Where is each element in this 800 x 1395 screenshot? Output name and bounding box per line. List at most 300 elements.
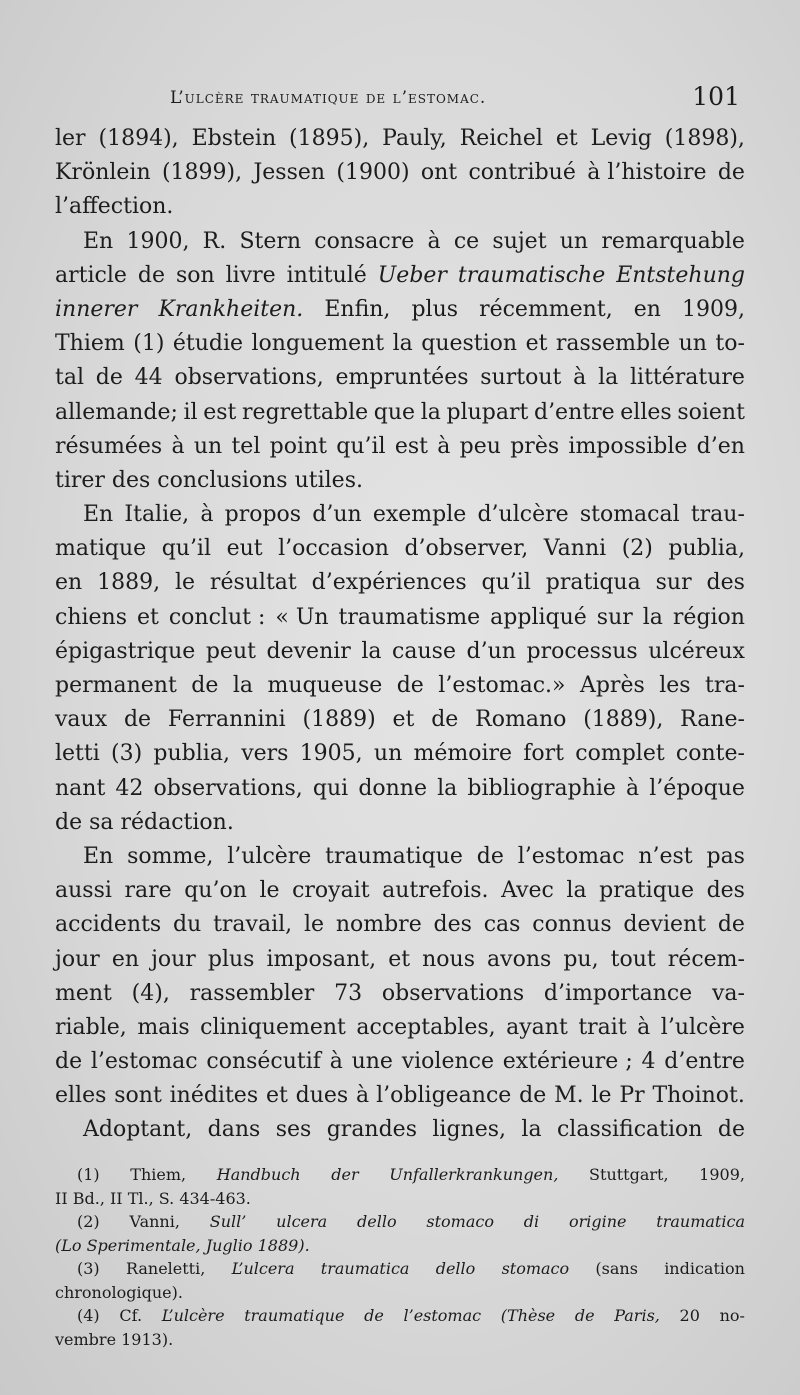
word: elles [620,399,672,425]
text-line [55,943,745,977]
word: consacre [314,228,415,254]
word: à [171,433,185,459]
text-line [55,259,745,293]
word: (3) [77,1259,100,1278]
word: nant [55,775,106,801]
word: l’estomac [90,1049,198,1075]
word: l’ulcère [227,843,312,869]
word: ment [55,980,112,1006]
word: 1909, [699,1165,745,1184]
word: est [394,433,429,459]
word: le [259,878,280,904]
word: (1889), [583,707,664,733]
text-line [55,156,745,190]
word: traumatisme [338,604,481,630]
word: devient [623,912,707,938]
word: récemment, [479,296,613,322]
text-line [55,635,745,669]
word: de [364,1306,384,1325]
word: dello [357,1212,397,1231]
word: contribué [468,160,576,186]
word: à l’obligeance [356,1083,512,1109]
word: chiens [55,604,128,630]
word: letti [55,741,100,767]
word: région [672,604,745,630]
word: no- [719,1306,745,1325]
word: tal [55,365,84,391]
word: Jessen [253,160,326,186]
text-line [55,396,745,430]
word: 44 [134,365,163,391]
word: traumatica [320,1259,410,1278]
word: la [392,331,413,357]
word: eut [226,536,263,562]
word: vaux [55,707,108,733]
word: mais [137,1014,190,1040]
word: « Un [275,604,329,630]
word: question [421,331,518,357]
word: ses [275,1117,312,1143]
word: qu’il [481,570,531,596]
word: 1889, [97,570,161,596]
word: une [351,1049,393,1075]
word: permanent [55,673,177,698]
word: à l’histoire [587,160,707,186]
word: la [642,604,663,630]
word: Cf. [119,1306,143,1325]
word: Ebstein [191,126,277,151]
word: trau- [690,502,745,528]
word: et [525,331,548,357]
word: (1899), [161,160,243,186]
word: En [83,843,114,869]
word: traumatica [656,1212,745,1231]
word: observations, [153,775,303,801]
word: Thiem, [130,1165,187,1184]
word: résultat [209,570,297,596]
word: de [717,912,745,938]
word: R. [202,228,227,254]
word: tout [610,946,656,972]
word: d’entre [533,399,615,425]
word: Adoptant, [83,1117,193,1143]
text-line [55,361,745,395]
word: (1895), [289,126,370,151]
word: l’ulcère [660,1014,745,1040]
word: grandes [326,1117,417,1143]
word: Vanni, [129,1212,180,1231]
word: un [678,331,707,357]
word: de [55,1049,83,1075]
word: longuement [251,331,385,357]
word: regrettable [242,399,369,425]
footnote-line [55,1187,745,1211]
word: les [659,673,691,698]
word: un [559,228,589,254]
word: (1894), [98,126,179,151]
word: l’époque [649,775,745,801]
footnote-line [55,1304,745,1328]
word: pu, [563,946,599,972]
word: complet [575,741,665,767]
word: dues [295,1083,349,1109]
word: autrefois. [382,878,489,904]
word: peu [459,433,501,459]
word: nous [422,946,475,972]
word: de [123,707,152,733]
word: la [598,365,619,391]
word: et [265,1083,288,1109]
word: conte- [675,741,745,767]
word: la [521,1117,542,1143]
text-line [55,532,745,566]
text-line [55,464,745,498]
word: à [573,365,587,391]
word: traumatische [457,262,606,288]
word: avons [487,946,552,972]
word: violence [401,1049,494,1075]
word: allemande; [55,399,178,425]
word: des [433,912,472,938]
word: de sa rédaction. [55,809,234,835]
text-line [55,1079,745,1113]
word: tra- [705,673,745,698]
page-header [170,82,740,122]
word: classification [556,1117,703,1143]
word: Stern [239,228,302,254]
word: Après [579,673,645,698]
word: rassemble [555,331,671,357]
word: acceptables, [356,1014,496,1040]
word: des [706,570,745,596]
word: d’en [696,433,745,459]
word: le [303,912,325,938]
word: d’un [466,638,516,664]
word: l’occasion [278,536,389,562]
word: nombre [335,912,422,938]
word: (1889) [302,707,376,733]
word: Handbuch [216,1165,301,1184]
word: Reichel [459,126,543,151]
word: la [420,399,441,425]
footnote-line [55,1210,745,1234]
word: (4), [131,980,170,1006]
word: observations, [174,365,324,391]
word: l’estomac [517,843,625,869]
text-line [55,566,745,600]
word: empruntées [335,365,469,391]
word: ulcéreux [648,638,745,664]
word: observations [381,980,525,1006]
word: conclut : [168,604,266,630]
word: (2) [77,1212,100,1231]
word: indication [664,1259,745,1278]
word: origine [568,1212,627,1231]
word: de [431,707,459,733]
word: que [373,399,416,425]
word: qu’il [336,433,386,459]
word: plupart [446,399,529,425]
word: ulcera [276,1212,328,1231]
word: (2) [621,536,653,562]
word: En [83,228,114,254]
text-line [55,703,745,737]
word: (1) [77,1165,100,1184]
text-line [55,498,745,532]
text-line [55,874,745,908]
word: vers [241,741,289,767]
word: l’affection. [55,194,174,220]
word: à [200,502,214,528]
word: est [203,399,237,425]
word: devenir [266,638,351,664]
text-line [55,601,745,635]
text-line [55,122,745,156]
word: innerer [55,296,138,322]
word: pratique [599,878,694,904]
word: extérieure ; [502,1049,633,1075]
word: exemple [372,502,467,528]
word: l’estomac [403,1306,482,1325]
word: En [83,502,114,528]
word: à [427,228,441,254]
word: vembre 1913). [55,1329,174,1349]
word: inédites [169,1083,259,1109]
word: Raneletti, [125,1259,206,1278]
word: appliqué [490,604,587,630]
word: des [706,878,745,904]
word: 42 [115,775,144,801]
word: à [329,1049,343,1075]
word: cause [392,638,456,664]
footnote-line [55,1281,745,1305]
word: rassembler [189,980,315,1006]
word: 4 [641,1049,656,1075]
word: intitulé [286,262,367,288]
word: processus [526,638,638,664]
word: travail, [213,912,293,938]
word: stomaco [501,1259,570,1278]
word: di [523,1212,540,1231]
footnote-line [55,1328,745,1352]
footnotes [55,1163,745,1351]
word: ayant [506,1014,568,1040]
page-number: 101 [692,82,740,111]
word: Thiem [55,331,125,357]
word: rare [124,878,172,904]
footnote-line [55,1257,745,1281]
word: de [137,262,165,288]
word: de [519,1083,547,1109]
word: près [510,433,560,459]
text-line [55,737,745,771]
word: croyait [292,878,370,904]
word: de [717,160,745,186]
word: sujet [492,228,547,254]
word: jour [55,946,100,972]
word: (Thèse [500,1306,556,1325]
word: impossible [568,433,688,459]
word: la [361,638,382,664]
word: (1) [133,331,165,357]
word: sur [596,604,633,630]
word: chronologique). [55,1282,183,1302]
word: Thoinot. [652,1083,745,1109]
word: Krönlein [55,160,151,186]
word: 20 [679,1306,700,1325]
word: stomacal [579,502,680,528]
word: Italie, [124,502,190,528]
word: épigastrique [55,638,196,664]
word: qu’on [184,878,247,904]
text-line [55,908,745,942]
word: connus [532,912,612,938]
word: bibliographie [467,775,616,801]
word: trait [578,1014,627,1040]
word: n’est [638,843,693,869]
text-line [55,669,745,703]
word: publia, [668,536,745,562]
text-line [55,840,745,874]
word: un [373,741,403,767]
word: en [633,296,661,322]
word: Unfallerkrankungen, [389,1165,559,1184]
word: (1900) [336,160,410,186]
word: d’expériences [311,570,467,596]
word: Vanni [543,536,607,562]
word: d’ulcère [477,502,569,528]
word: to- [715,331,745,357]
word: Rane- [680,707,745,733]
word: (Lo Sperimentale, Juglio 1889). [55,1235,310,1255]
word: consécutif [206,1049,321,1075]
word: de [191,673,219,698]
word: 1905, [299,741,363,767]
word: dello [435,1259,476,1278]
word: pratiqua [545,570,641,596]
word: il [183,399,198,425]
word: sont [114,1083,162,1109]
footnote-line [55,1163,745,1187]
word: ce [453,228,480,254]
word: qui [312,775,349,801]
word: propos [224,502,302,528]
word: cliniquement [200,1014,346,1040]
word: Entstehung [616,262,745,288]
word: Krankheiten. [158,296,304,322]
text-line [55,327,745,361]
text-line [55,1011,745,1045]
word: (3) [111,741,143,767]
word: L’ulcère [161,1306,225,1325]
word: et [137,604,159,630]
word: Romano [475,707,567,733]
word: peut [205,638,256,664]
word: de [396,673,424,698]
word: Ueber [377,262,447,288]
word: Levig [590,126,652,151]
word: et [392,707,415,733]
text-line [55,1045,745,1079]
word: va- [711,980,745,1006]
word: l’estomac.» [438,673,566,698]
word: la [232,673,253,698]
word: 73 [334,980,363,1006]
word: de [574,1306,595,1325]
word: traumatique [325,843,463,869]
word: ler [55,126,86,151]
word: le [591,1083,612,1109]
word: L’ulcera [231,1259,295,1278]
word: d’importance [543,980,693,1006]
text-line [55,190,745,224]
word: la [566,878,587,904]
text-line [55,977,745,1011]
word: imposant, [266,946,377,972]
word: M. [554,1083,584,1109]
word: donne [358,775,427,801]
text-line [55,225,745,259]
word: soient [677,399,745,425]
word: point [269,433,327,459]
text-line [55,430,745,464]
word: de [95,365,123,391]
word: lignes, [432,1117,507,1143]
word: à [637,1014,651,1040]
word: 1909, [681,296,745,322]
word: sur [655,570,692,596]
word: tel [231,433,261,459]
word: stomaco [426,1212,494,1231]
word: riable, [55,1014,127,1040]
word: article [55,262,127,288]
word: fort [523,741,565,767]
word: aussi [55,878,112,904]
word: cas [483,912,521,938]
word: (4) [77,1306,100,1325]
word: un [193,433,223,459]
word: matique [55,536,147,562]
word: d’un [312,502,362,528]
word: Stuttgart, [589,1165,669,1184]
text-line [55,1113,745,1147]
running-head: L’ulcère traumatique de l’estomac. [170,88,487,108]
word: plus [411,296,459,322]
word: littérature [630,365,745,391]
word: en [55,570,83,596]
word: jour [151,946,196,972]
word: du [173,912,202,938]
word: traumatique [244,1306,345,1325]
word: Ferrannini [167,707,286,733]
word: qu’il [161,536,212,562]
word: en [111,946,140,972]
word: d’observer, [404,536,529,562]
word: 1900, [126,228,190,254]
word: tirer des conclusions utiles. [55,467,363,493]
word: ont [420,160,458,186]
word: à [437,433,451,459]
word: (sans [595,1259,638,1278]
word: Pauly, [382,126,447,151]
word: publia, [153,741,230,767]
word: récem- [667,946,745,972]
word: Pr [619,1083,645,1109]
word: le [174,570,196,596]
word: plus [207,946,255,972]
word: II Bd., II Tl., S. 434-463. [55,1188,251,1208]
word: pas [706,843,745,869]
